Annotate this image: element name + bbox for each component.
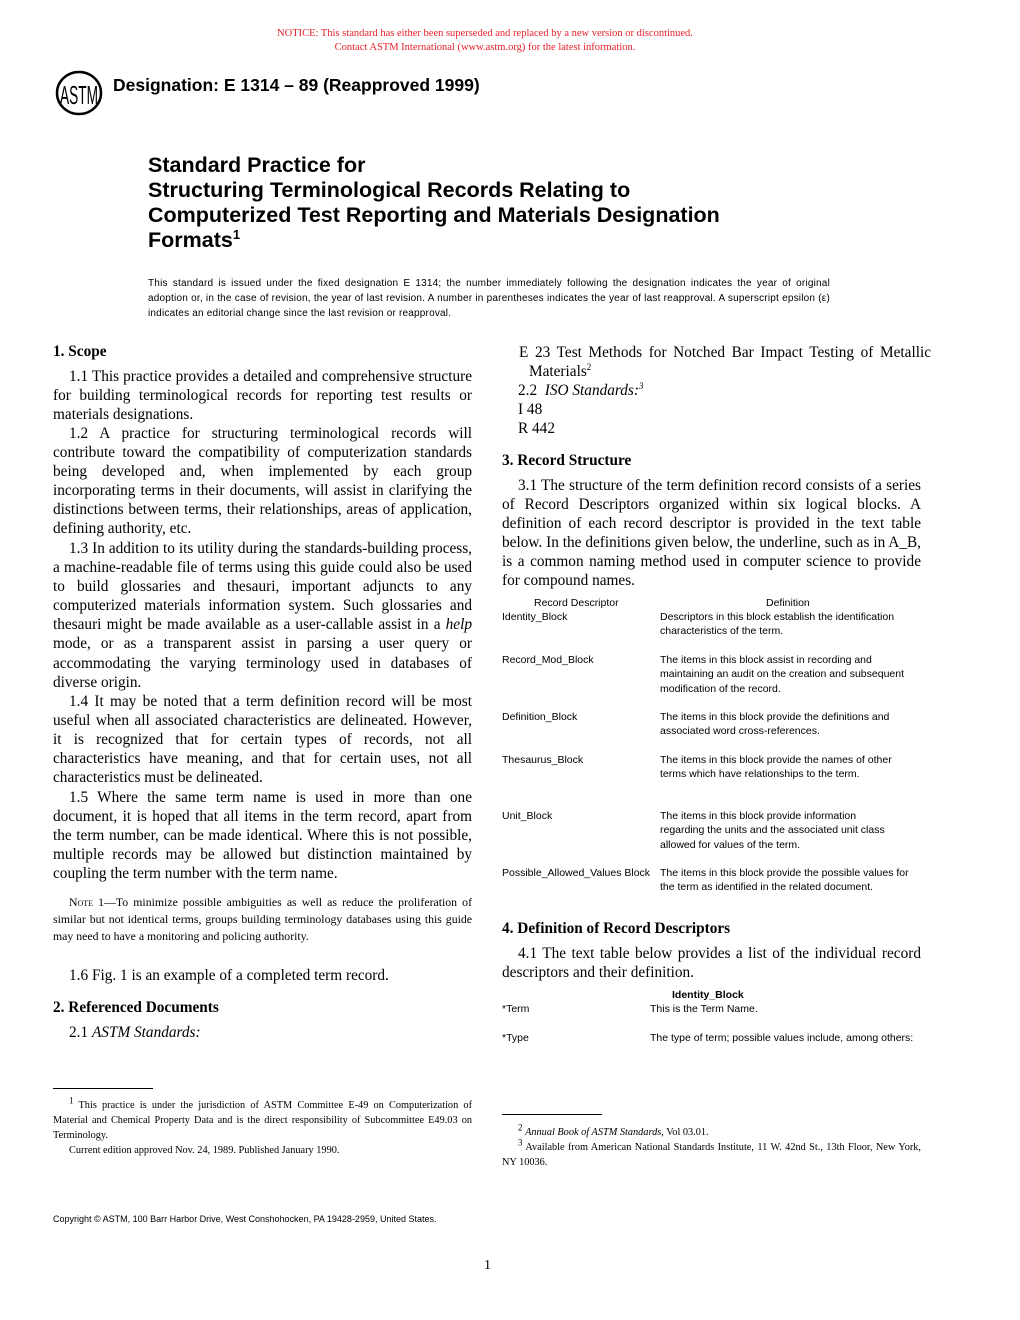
table-cell-definition: The type of term; possible values include, among others:	[650, 1032, 914, 1044]
table-cell-descriptor: Possible_Allowed_Values Block	[502, 867, 651, 879]
title-line: Structuring Terminological Records Relating to	[148, 178, 631, 202]
title-line: Computerized Test Reporting and Materials Designation	[148, 203, 720, 227]
section-heading-definition-of-record-descriptors: 4. Definition of Record Descriptors	[502, 920, 731, 937]
table-cell-descriptor: *Term	[502, 1003, 530, 1015]
note-1: Note 1—To minimize possible ambiguities as well as reduce the proliferation of similar but not identical terms, groups building terminology databases using this guide may need to have a monitoring and policing authority.	[53, 895, 473, 943]
table-header-record-descriptor: Record Descriptor	[534, 597, 619, 609]
table-cell-descriptor: Unit_Block	[502, 810, 553, 822]
section-heading-referenced-documents: 2. Referenced Documents	[53, 999, 219, 1016]
paragraph-3-1: 3.1 The structure of the term definition record consists of a series of Record Descriptors organized within six logical blocks. A definition of each record descriptor is provided in the text table below. In the definitions given below, the underline, such as in A_B, is a common naming method used in computer science to provide for compound names.	[502, 477, 921, 590]
table-cell-definition: The items in this block provide the names of other terms which have relationships to the term.	[660, 754, 892, 781]
table-header-definition: Definition	[766, 597, 810, 609]
iso-standard-2: R 442	[518, 420, 555, 437]
footnote-divider	[53, 1088, 153, 1089]
paragraph-1-4: 1.4 It may be noted that a term definition record will be most useful when all associated characteristics are delineated. However, it is recognized that for certain types of records, not all characteristics have meaning, and that for certain uses, not all characteristics must be delineated.	[53, 693, 472, 787]
preamble: This standard is issued under the fixed designation E 1314; the number immediately following the designation indicates the year of original adoption or, in the case of revision, the year of last revision. A number in parentheses indicates the year of last reapproval. A superscript epsilon (ε) indicates an editorial change since the last revision or reapproval.	[148, 278, 830, 319]
svg-text:ASTM: ASTM	[60, 80, 98, 110]
title-line: Standard Practice for	[148, 153, 366, 177]
designation: Designation: E 1314 – 89 (Reapproved 1999)	[113, 75, 480, 95]
page-number: 1	[484, 1258, 491, 1273]
footnote-2: $^2$ Annual Book of ASTM Standards, Vol 03.01.	[518, 1122, 709, 1138]
reference-e23: E 23 Test Methods for Notched Bar Impact Testing of Metallic Materials$^2$	[519, 344, 931, 380]
footnote-1-edition: Current edition approved Nov. 24, 1989. Published January 1990.	[69, 1145, 340, 1156]
table-cell-definition: This is the Term Name.	[650, 1003, 758, 1015]
footnote-1: $^1$ This practice is under the jurisdiction of ASTM Committee E-49 on Computerization of Material and Chemical Property Data and is the direct responsibility of Subcommittee E49.03 on Terminology.	[53, 1095, 472, 1141]
table-cell-descriptor: Thesaurus_Block	[502, 754, 584, 766]
table-cell-descriptor: Definition_Block	[502, 711, 578, 723]
paragraph-1-2: 1.2 A practice for structuring terminological records will contribute toward the compatibility of computerization standards being developed and, when implemented by each group incorporating terms in their documents, will assist in clarifying the distinctions between terms, their relationships, areas of application, defining authority, etc.	[53, 425, 472, 538]
table-cell-descriptor: *Type	[502, 1032, 529, 1044]
title-line: Formats	[148, 228, 233, 252]
table-cell-definition: The items in this block provide information regarding the units and the associated unit class allowed for values of the term.	[660, 810, 885, 851]
table-cell-definition: The items in this block provide the definitions and associated word cross-references.	[660, 711, 890, 738]
document-title	[148, 153, 720, 253]
paragraph-1-6: 1.6 Fig. 1 is an example of a completed term record.	[69, 967, 389, 984]
paragraph-2-2: 2.2 ISO Standards:$^3$	[518, 380, 644, 399]
copyright: Copyright © ASTM, 100 Barr Harbor Drive, West Conshohocken, PA 19428-2959, United States.	[53, 1214, 437, 1224]
section-heading-scope: 1. Scope	[53, 343, 107, 360]
table-title-identity-block: Identity_Block	[672, 989, 744, 1001]
paragraph-2-1: 2.1 ASTM Standards:	[69, 1024, 201, 1041]
table-cell-definition: Descriptors in this block establish the identification characteristics of the term.	[660, 611, 895, 638]
astm-logo	[54, 70, 104, 116]
section-heading-record-structure: 3. Record Structure	[502, 452, 632, 469]
footnote-mark: 1	[232, 226, 241, 242]
footnote-divider	[502, 1114, 602, 1115]
paragraph-1-1: 1.1 This practice provides a detailed and comprehensive structure for building terminological records for reporting test results or materials designations.	[53, 368, 472, 424]
paragraph-1-3: 1.3 In addition to its utility during the standards-building process, a machine-readable file of terms using this guide could also be used to build glossaries and thesauri, important adjuncts to any computerized materials information system. Such glossaries and thesauri might be made available as a user-callable assist in a help mode, or as a transparent assist in parsing a user query or accommodating the varying terminology used in databases of diverse origin.	[53, 540, 472, 691]
footnote-3: $^3$ Available from American National Standards Institute, 11 W. 42nd St., 13th Floor, New York, NY 10036.	[502, 1137, 921, 1168]
table-cell-definition: The items in this block assist in recording and maintaining an audit on the creation and subsequent modification of the record.	[660, 654, 905, 695]
notice-line-1: NOTICE: This standard has either been superseded and replaced by a new version or discontinued.	[277, 28, 693, 39]
paragraph-4-1: 4.1 The text table below provides a list of the individual record descriptors and their definition.	[502, 945, 921, 982]
iso-standard-1: I 48	[518, 401, 543, 418]
table-cell-descriptor: Record_Mod_Block	[502, 654, 594, 666]
table-cell-descriptor: Identity_Block	[502, 611, 568, 623]
table-cell-definition: The items in this block provide the possible values for the term as identified in the related document.	[660, 867, 909, 894]
notice-line-2: Contact ASTM International (www.astm.org) for the latest information.	[334, 42, 636, 53]
paragraph-1-5: 1.5 Where the same term name is used in more than one document, it is hoped that all items in the term record, apart from the term number, can be made identical. Where this is not possible, multiple records may be allowed but distinction maintained by coupling the term number with the term name.	[53, 789, 472, 883]
